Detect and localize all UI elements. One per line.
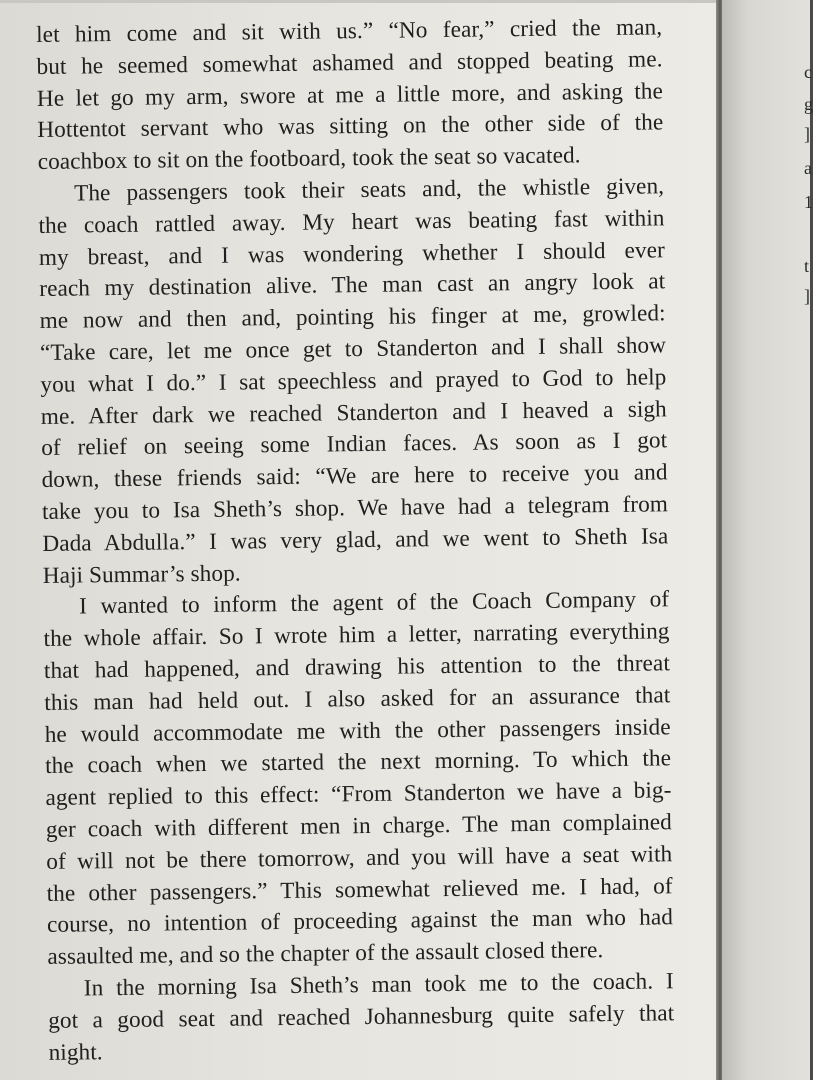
facing-page-glyph: ] (804, 124, 810, 144)
text-line: of will not be there tomorrow, and you will have a seat with (46, 841, 673, 875)
text-line: me. After dark we reached Standerton and I heaved a sigh (40, 395, 667, 430)
text-line: He let go my arm, swore at me a little more, and asking the (36, 77, 664, 112)
text-line: my breast, and I was wondering whether I should ever (38, 236, 666, 271)
text-line: ger coach with different men in charge. The man complained (45, 809, 673, 843)
paragraph-start-line: The passengers took their seats and, the whistle given, (73, 173, 665, 207)
text-line: got a good seat and reached Johannesburg quite safely that (48, 999, 675, 1034)
text-line: this man had held out. I also asked for an assurance that (44, 682, 671, 716)
text-line: the whole affair. So I wrote him a letter, narrating everything (43, 618, 670, 653)
text-line: he would accommodate me with the other passengers inside (44, 713, 671, 748)
text-line: the coach when we started the next morning. To which the (44, 745, 672, 780)
text-line: of relief on seeing some Indian faces. As soon as I got (41, 427, 668, 462)
facing-page-glyph: g (804, 94, 813, 114)
text-line: take you to Isa Sheth’s shop. We have had a telegram from (41, 491, 669, 525)
facing-page-glyph: c (804, 62, 812, 82)
paragraph-start-line: I wanted to inform the agent of the Coach Company of (79, 586, 670, 620)
text-line: down, these friends said: “We are here to receive you and (41, 459, 668, 494)
text-line: course, no intention of proceeding against the man who had (46, 904, 674, 939)
text-line: night. (48, 1038, 103, 1066)
text-line: Haji Summar’s shop. (42, 560, 241, 589)
text-line: Hottentot servant who was sitting on the other side of the (37, 109, 664, 144)
text-line: assaulted me, and so the chapter of the assault closed there. (47, 937, 604, 971)
text-line: coachbox to sit on the footboard, took the seat so vacated. (37, 142, 581, 176)
facing-page-glyph: t (804, 256, 810, 276)
text-line: reach my destination alive. The man cast an angry look at (39, 268, 666, 303)
text-line: “Take care, let me once get to Standerton and I shall show (39, 332, 667, 366)
facing-page-edge (722, 0, 813, 1080)
facing-page-glyph: ] (804, 286, 810, 306)
text-line: agent replied to this effect: “From Standerton we have a big- (45, 777, 672, 812)
text-line: Dada Abdulla.” I was very glad, and we went to Sheth Isa (42, 523, 669, 557)
text-line: but he seemed somewhat ashamed and stopped beating me. (36, 46, 663, 80)
text-line: the other passengers.” This somewhat relieved me. I had, of (46, 872, 673, 907)
body-text (36, 12, 675, 1069)
page-top-edge (0, 0, 718, 3)
facing-page-glyph: 1 (804, 192, 813, 212)
text-line: me now and then and, pointing his finger at me, growled: (39, 300, 666, 335)
text-line: let him come and sit with us.” “No fear,” cried the man, (36, 14, 663, 48)
paragraph-start-line: In the morning Isa Sheth’s man took me to the coach. I (83, 968, 674, 1002)
text-line: the coach rattled away. My heart was beating fast within (38, 205, 665, 239)
text-line: you what I do.” I sat speechless and prayed to God to help (40, 364, 667, 398)
text-line: that had happened, and drawing his attention to the threat (43, 650, 671, 684)
facing-page-glyph: a (804, 158, 812, 178)
